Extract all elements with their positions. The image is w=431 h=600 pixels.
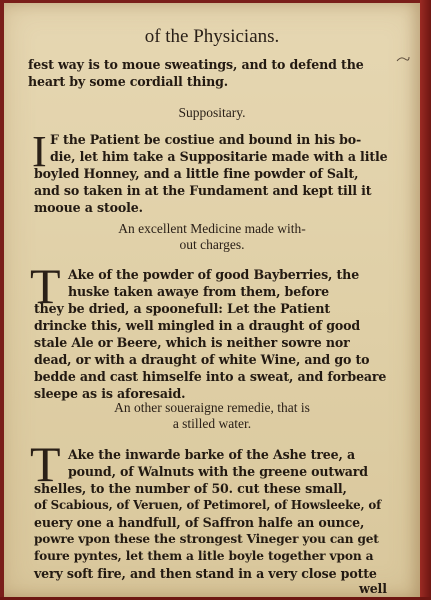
- section-heading-suppositary: Suppositary.: [178, 105, 246, 120]
- section3-line-4: of Scabious, of Veruen, of Petimorel, of Howsleeke, of: [34, 498, 382, 512]
- section-heading-medicine-1: An excellent Medicine made with-: [118, 221, 306, 236]
- section3-line-1: Ake the inwarde barke of the Ashe tree, a: [68, 447, 356, 462]
- section1-line-1: F the Patient be costiue and bound in his bo-: [50, 132, 362, 147]
- section3-line-8: very soft fire, and then stand in a very close potte: [34, 566, 377, 581]
- section3-line-7: foure pyntes, let them a litle boyle together vpon a: [34, 549, 374, 563]
- book-page: [4, 3, 420, 597]
- section3-line-2: pound, of Walnuts with the greene outward: [68, 464, 368, 479]
- section3-line-5: euery one a handfull, of Saffron halfe an ounce,: [34, 515, 365, 530]
- section2-line-7: bedde and cast himselfe into a sweat, and forbeare: [34, 369, 387, 384]
- intro-line-2: heart by some cordiall thing.: [28, 74, 229, 89]
- section2-line-2: huske taken awaye from them, before: [68, 284, 329, 299]
- ink-mark-icon: [396, 55, 410, 63]
- catchword: well: [359, 581, 387, 596]
- section2-line-1: Ake of the powder of good Bayberries, the: [68, 267, 360, 282]
- section1-line-4: and so taken in at the Fundament and kept till it: [34, 183, 372, 198]
- section1-line-2: die, let him take a Suppositarie made with a litle: [50, 149, 388, 164]
- drop-cap-t-1: T: [30, 258, 61, 314]
- section2-line-5: stale Ale or Beere, which is neither sowre nor: [34, 335, 350, 350]
- section-heading-medicine-2: out charges.: [179, 237, 245, 252]
- section2-line-4: drincke this, well mingled in a draught of good: [34, 318, 361, 333]
- section3-line-3: shelles, to the number of 50. cut these small,: [34, 481, 347, 496]
- drop-cap-t-2: T: [30, 436, 61, 492]
- intro-line-1: fest way is to moue sweatings, and to defend the: [28, 57, 364, 72]
- section2-line-3: they be dried, a spoonefull: Let the Patient: [34, 301, 331, 316]
- section2-line-6: dead, or with a draught of white Wine, and go to: [34, 352, 370, 367]
- section3-line-6: powre vpon these the strongest Vineger you can get: [34, 532, 379, 546]
- running-head: of the Physicians.: [144, 26, 280, 47]
- section-heading-remedie-1: An other soueraigne remedie, that is: [114, 400, 310, 415]
- binding-edge: [420, 0, 431, 600]
- section1-line-5: mooue a stoole.: [34, 200, 143, 215]
- drop-cap-i: I: [32, 127, 47, 176]
- section2-line-8: sleepe as is aforesaid.: [34, 386, 186, 401]
- section-heading-remedie-2: a stilled water.: [172, 416, 252, 431]
- section1-line-3: boyled Honney, and a little fine powder of Salt,: [34, 166, 359, 181]
